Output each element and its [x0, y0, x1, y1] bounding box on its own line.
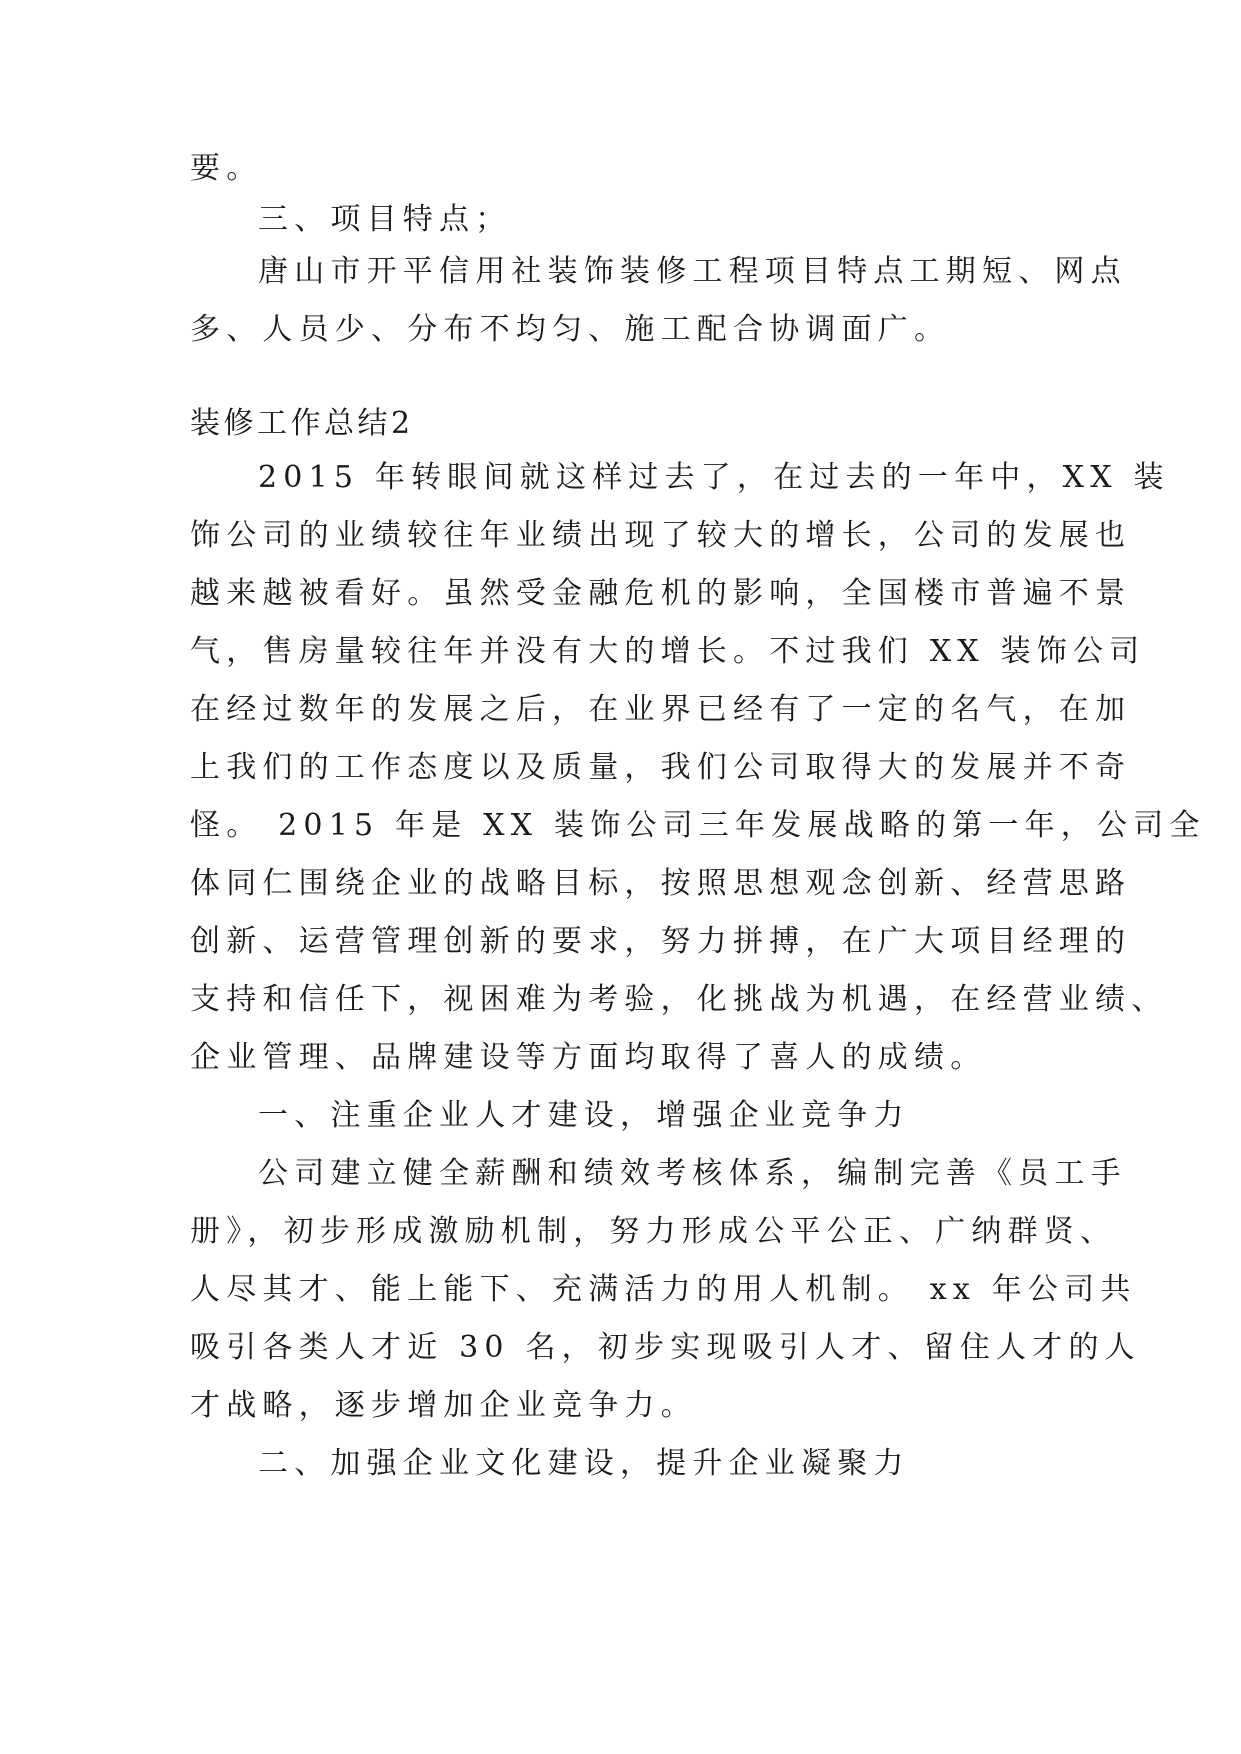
text-line: 创新、运营管理创新的要求，努力拼搏，在广大项目经理的 — [190, 924, 1132, 959]
section-heading: 二、加强企业文化建设，提升企业凝聚力 — [258, 1446, 910, 1481]
text-line: 怪。 2015 年是 XX 装饰公司三年发展战略的第一年，公司全 — [190, 808, 1206, 843]
text-line: 饰公司的业绩较往年业绩出现了较大的增长，公司的发展也 — [190, 518, 1132, 553]
text-line: 册》，初步形成激励机制，努力形成公平公正、广纳群贤、 — [190, 1214, 1117, 1249]
section-heading: 三、项目特点； — [258, 202, 512, 237]
text-line: 在经过数年的发展之后，在业界已经有了一定的名气，在加 — [190, 692, 1132, 727]
text-line: 气，售房量较往年并没有大的增长。不过我们 XX 装饰公司 — [190, 634, 1146, 669]
text-line: 人尽其才、能上能下、充满活力的用人机制。 xx 年公司共 — [190, 1272, 1137, 1307]
text-line: 公司建立健全薪酬和绩效考核体系，编制完善《员工手 — [258, 1156, 1127, 1191]
text-line: 要。 — [190, 151, 263, 186]
document-title: 装修工作总结2 — [190, 406, 414, 441]
text-line: 多、人员少、分布不均匀、施工配合协调面广。 — [190, 312, 951, 347]
text-line: 越来越被看好。虽然受金融危机的影响，全国楼市普遍不景 — [190, 576, 1132, 611]
text-line: 企业管理、品牌建设等方面均取得了喜人的成绩。 — [190, 1040, 987, 1075]
text-line: 支持和信任下，视困难为考验，化挑战为机遇，在经营业绩、 — [190, 982, 1168, 1017]
text-line: 唐山市开平信用社装饰装修工程项目特点工期短、网点 — [258, 254, 1127, 289]
text-line: 2015 年转眼间就这样过去了，在过去的一年中，XX 装 — [258, 460, 1170, 495]
text-line: 才战略，逐步增加企业竞争力。 — [190, 1388, 697, 1423]
text-line: 上我们的工作态度以及质量，我们公司取得大的发展并不奇 — [190, 750, 1132, 785]
text-line: 体同仁围绕企业的战略目标，按照思想观念创新、经营思路 — [190, 866, 1132, 901]
section-heading: 一、注重企业人才建设，增强企业竞争力 — [258, 1098, 910, 1133]
text-line: 吸引各类人才近 30 名，初步实现吸引人才、留住人才的人 — [190, 1330, 1141, 1365]
